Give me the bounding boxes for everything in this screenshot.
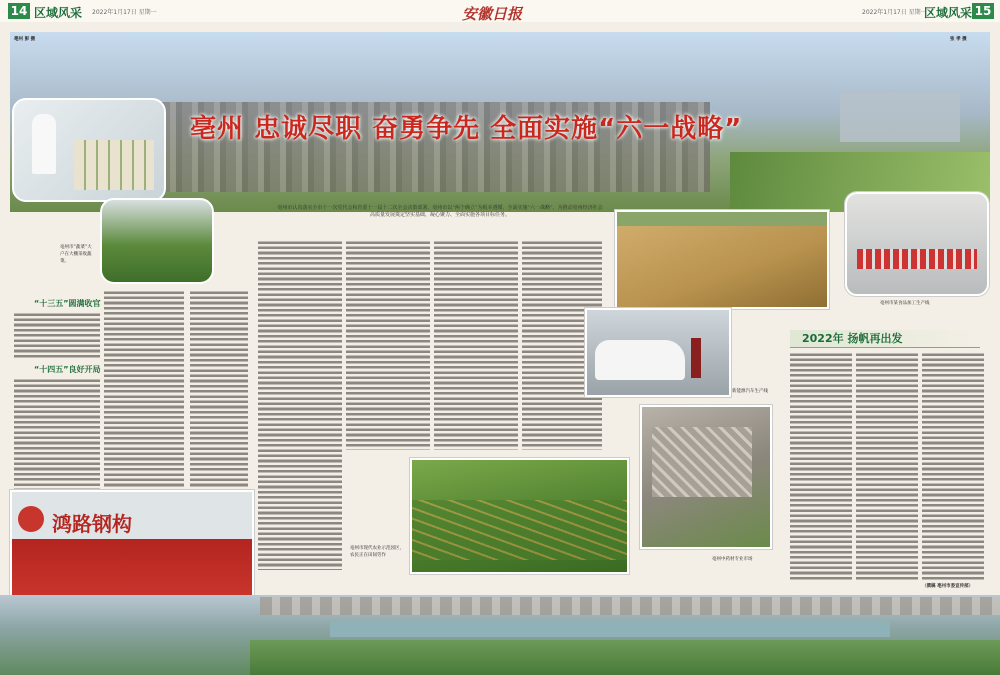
bottom-panorama [0,595,1000,675]
worker-figure [691,338,701,378]
headline-city: 亳州 [190,114,245,144]
riverside-buildings [260,597,1000,615]
river [330,621,890,637]
date-left: 2022年1月17日 星期一 [92,9,157,16]
logo-mark-icon [18,506,44,532]
text-column [790,352,852,580]
section-title-right: 区域风采 [924,6,973,20]
photo-crop-field [410,458,629,574]
section-title-left: 区域风采 [34,6,83,20]
text-column [346,240,430,450]
photo-workers [12,98,166,202]
photo-production-line [845,192,989,296]
byline: （撰稿 亳州市委宣传部） [922,584,974,589]
brand-logo-text: 鸿路钢构 [52,512,132,536]
masthead: 安徽日报 [462,5,523,23]
section-banner: 2022年 扬帆再出发 [790,330,980,348]
white-van [595,340,685,380]
photo-credit-right: 张 孝 摄 [950,37,967,42]
photo-market-aerial [640,405,772,549]
photo-greenhouse [100,198,214,284]
text-column [14,312,100,358]
photo-car-assembly [585,308,731,397]
caption-car: 新能源汽车生产线 [732,389,768,394]
tree-line [617,212,827,226]
date-right: 2022年1月17日 星期一 [862,9,927,16]
product-row [857,249,977,269]
text-column [922,352,984,580]
caption-field: 亳州市“蔬菜”大户在大棚采收蔬菜。 [60,245,92,264]
text-column [434,240,518,450]
page-number-left: 14 [8,3,30,19]
product-boxes [74,140,154,190]
photo-credit-left: 亳州 彭 摄 [14,37,36,42]
headline [190,108,742,145]
subhead-1: “十三五”圆满收官 [34,299,101,308]
text-column [104,290,184,490]
worker-figure [32,114,56,174]
rooftops [652,427,752,497]
headline-text: 忠诚尽职 奋勇争先 全面实施“六一战略” [254,114,743,144]
text-column [14,378,100,490]
building [840,92,960,142]
subhead-2: “十四五”良好开局 [34,365,101,374]
photo-factory-brand [10,490,254,599]
riverbank-green [250,640,1000,675]
text-column [856,352,918,580]
text-column [258,240,342,570]
caption-crop: 亳州市现代农业示范园区，农民正在田间劳作 [350,546,404,558]
crop-rows [412,500,627,560]
page-number-right: 15 [972,3,994,19]
caption-market: 亳州中药材专业市场 [712,557,753,562]
photo-wheat-harvest [615,210,829,309]
intro-paragraph: 亳州市认真落实全市十一次党代会和省委十一届十二次全会决策部署，亳州市以“两个确立”为根本遵循，全面实施“六一战略”，为推动亳州经济社会高质量发展奠定坚实基础，凝心聚力、全面实施各项目标任务。 [277,205,603,218]
caption-factory: 亳州市某食品加工生产线 [880,301,930,306]
page-header [0,0,1000,22]
